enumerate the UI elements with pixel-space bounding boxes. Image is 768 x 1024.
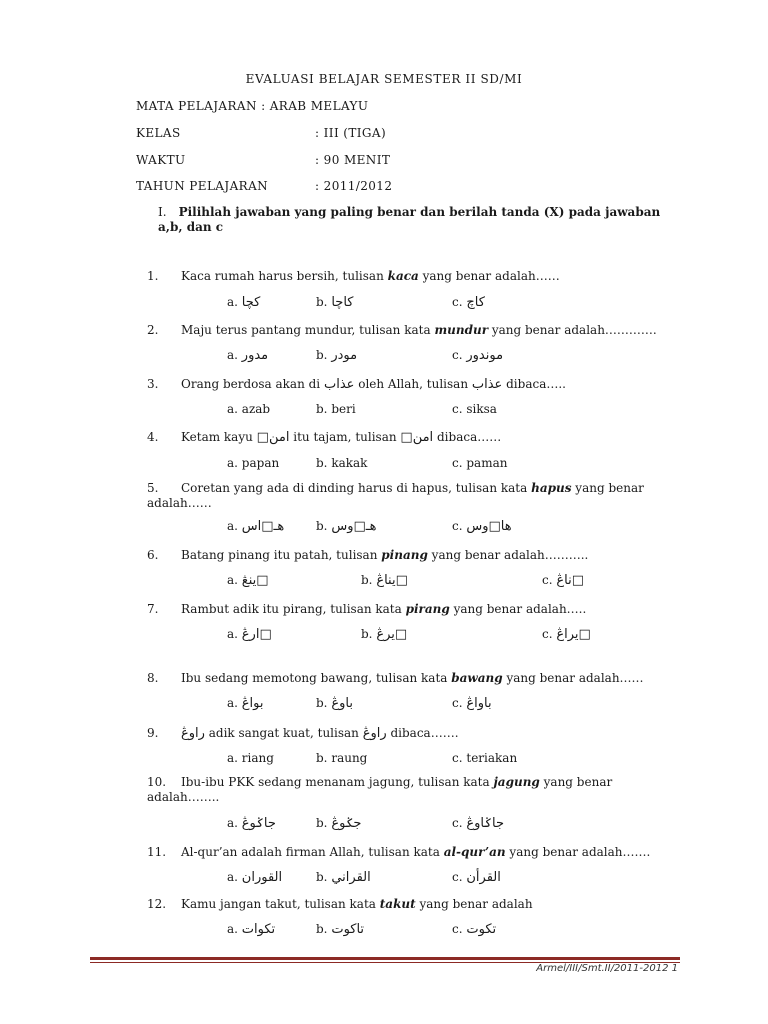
option-b[interactable]: b. □يرڠ <box>361 627 408 642</box>
footer-text: Armel/III/Smt.II/2011-2012 1 <box>536 963 678 974</box>
option-a[interactable]: a. تكوات <box>227 922 276 937</box>
question-number: 12. <box>147 897 167 911</box>
question-number: 1. <box>147 269 159 283</box>
question-number: 4. <box>147 430 159 444</box>
instruction <box>158 205 688 235</box>
option-a[interactable]: a. مدور <box>227 348 269 363</box>
year-label: TAHUN PELAJARAN <box>136 179 269 193</box>
option-a[interactable]: a. riang <box>227 751 274 765</box>
question-text: Rambut adik itu pirang, tulisan kata pirang yang benar adalah….. <box>181 602 587 616</box>
option-a[interactable]: a. هـ□اس <box>227 519 285 534</box>
option-c[interactable]: c. باواڠ <box>452 696 492 711</box>
option-b[interactable]: b. باوڠ <box>316 696 353 711</box>
question-text: راوڠ adik sangat kuat, tulisan راوڠ dibaca……. <box>181 726 459 741</box>
option-b[interactable]: b. □يناڠ <box>361 573 408 588</box>
option-b[interactable]: b. كاچا <box>316 295 354 310</box>
footer-divider <box>90 957 680 960</box>
time-value: : 90 MENIT <box>315 153 391 167</box>
option-a[interactable]: a. papan <box>227 456 280 470</box>
option-b[interactable]: b. beri <box>316 402 356 416</box>
option-a[interactable]: a. كچا <box>227 295 261 310</box>
instruction-text: Pilihlah jawaban yang paling benar dan berilah tanda (X) pada jawaban a,b, dan c <box>158 205 661 234</box>
time-label: WAKTU <box>136 153 186 167</box>
question-text: Kaca rumah harus bersih, tulisan kaca yang benar adalah…… <box>181 269 560 283</box>
question-number: 8. <box>147 671 159 685</box>
question-text: Ibu sedang memotong bawang, tulisan kata bawang yang benar adalah…… <box>181 671 644 685</box>
option-a[interactable]: a. القوران <box>227 870 283 885</box>
question-number: 9. <box>147 726 159 740</box>
option-b[interactable]: b. تاكوت <box>316 922 365 937</box>
question-text: Maju terus pantang mundur, tulisan kata mundur yang benar adalah…………. <box>181 323 657 337</box>
option-c[interactable]: c. جاݢاوڠ <box>452 816 504 831</box>
question-number: 3. <box>147 377 159 391</box>
option-b[interactable]: b. هـ□وس <box>316 519 377 534</box>
question-text: 5. Coretan yang ada di dinding harus di hapus, tulisan kata hapus yang benar adalah…… <box>147 481 644 510</box>
question-text: Batang pinang itu patah, tulisan pinang yang benar adalah……….. <box>181 548 589 562</box>
class-label: KELAS <box>136 126 181 140</box>
option-c[interactable]: c. ها□وس <box>452 519 512 534</box>
document-title: EVALUASI BELAJAR SEMESTER II SD/MI <box>245 72 523 86</box>
option-c[interactable]: c. القرأن <box>452 870 501 885</box>
option-b[interactable]: b. جݢوڠ <box>316 816 362 831</box>
subject-line: MATA PELAJARAN : ARAB MELAYU <box>136 99 369 113</box>
question-text: Kamu jangan takut, tulisan kata takut yang benar adalah <box>181 897 533 911</box>
option-b[interactable]: b. القراني <box>316 870 371 885</box>
question-text: 10. Ibu-ibu PKK sedang menanam jagung, tulisan kata jagung yang benar adalah…….. <box>147 775 613 804</box>
question-text: Ketam kayu امن□ itu tajam, tulisan امن□ dibaca…… <box>181 430 502 445</box>
question-number: 2. <box>147 323 159 337</box>
question-text: Al-qur’an adalah firman Allah, tulisan kata al-qur’an yang benar adalah……. <box>181 845 651 859</box>
option-c[interactable]: c. تكوت <box>452 922 497 937</box>
option-c[interactable]: c. siksa <box>452 402 497 416</box>
option-a[interactable]: a. □ينڠ <box>227 573 269 588</box>
class-value: : III (TIGA) <box>315 126 387 140</box>
option-c[interactable]: c. موندور <box>452 348 504 363</box>
option-a[interactable]: a. بواڠ <box>227 696 264 711</box>
option-a[interactable]: a. azab <box>227 402 271 416</box>
option-b[interactable]: b. kakak <box>316 456 368 470</box>
option-c[interactable]: c. □ناڠ <box>542 573 584 588</box>
question-number: 6. <box>147 548 159 562</box>
option-c[interactable]: c. paman <box>452 456 508 470</box>
question-number: 7. <box>147 602 159 616</box>
option-c[interactable]: c. كاچ <box>452 295 485 310</box>
option-c[interactable]: c. □يراڠ <box>542 627 591 642</box>
option-b[interactable]: b. raung <box>316 751 368 765</box>
instruction-number: I. <box>158 205 167 219</box>
question-number: 11. <box>147 845 167 859</box>
option-a[interactable]: a. جاݢوڠ <box>227 816 276 831</box>
year-value: : 2011/2012 <box>315 179 393 193</box>
option-b[interactable]: b. مودر <box>316 348 358 363</box>
option-a[interactable]: a. □ارڠ <box>227 627 272 642</box>
question-text: Orang berdosa akan di عذاب oleh Allah, tulisan عذاب dibaca….. <box>181 377 566 392</box>
option-c[interactable]: c. teriakan <box>452 751 518 765</box>
